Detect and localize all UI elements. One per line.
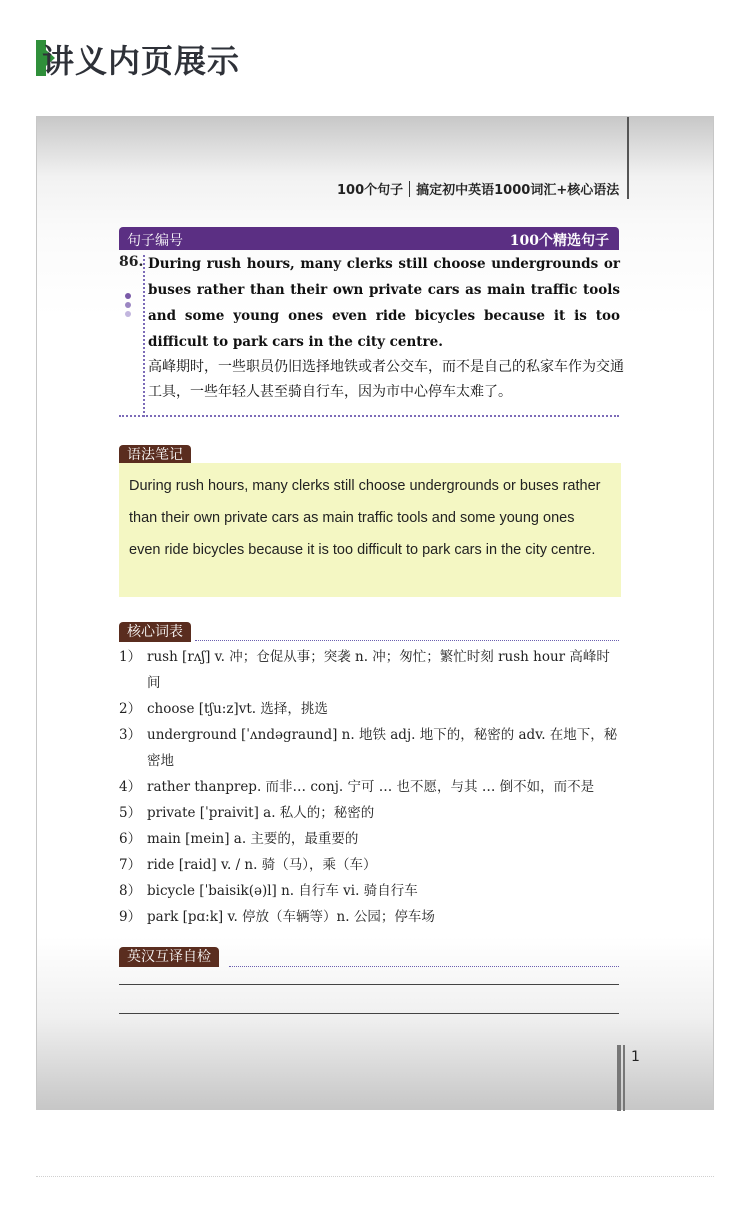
vocab-item xyxy=(119,696,623,722)
vocab-item xyxy=(119,774,623,800)
vocab-number: 5） xyxy=(119,805,142,821)
page-number-bar-thin xyxy=(623,1045,625,1111)
answer-line-1 xyxy=(119,984,619,985)
vocab-number: 2） xyxy=(119,701,142,717)
self-check-tag: 英汉互译自检 xyxy=(119,947,219,967)
grammar-notes-box xyxy=(119,463,621,597)
vocab-text: bicycle [ˈbaisik(ə)l] n. 自行车 vi. 骑自行车 xyxy=(147,883,418,899)
page-number-bar xyxy=(617,1045,621,1111)
bullet-dot-2 xyxy=(125,302,131,308)
sentence-bottom-divider xyxy=(119,415,619,417)
vocab-text: underground [ˈʌndəgraund] n. 地铁 adj. 地下的，秘密的 adv. 在地下，秘密地 xyxy=(147,727,618,769)
vocab-text: rush [rʌʃ] v. 冲；仓促从事；突袭 n. 冲；匆忙；繁忙时刻 rush hour 高峰时间 xyxy=(147,649,610,691)
sentence-bullets xyxy=(125,293,131,320)
vocab-text: rather thanprep. 而非… conj. 宁可 … 也不愿，与其 … 倒不如，而不是 xyxy=(147,779,595,795)
vocab-item xyxy=(119,644,623,696)
vocab-text: main [mein] a. 主要的，最重要的 xyxy=(147,831,359,847)
vocab-item xyxy=(119,904,623,930)
running-head xyxy=(337,179,619,198)
sentence-header-bar xyxy=(119,227,619,250)
sentence-chinese: 高峰期时，一些职员仍旧选择地铁或者公交车，而不是自己的私家车作为交通工具，一些年轻人甚至骑自行车，因为市中心停车太难了。 xyxy=(148,359,624,400)
vocab-number: 6） xyxy=(119,831,142,847)
page-title: 讲义内页展示 xyxy=(42,42,241,80)
book-page xyxy=(36,116,714,1110)
answer-line-2 xyxy=(119,1013,619,1014)
vocab-item xyxy=(119,852,623,878)
vocab-text: private [ˈpraivit] a. 私人的；秘密的 xyxy=(147,805,375,821)
sentence-english: During rush hours, many clerks still choose undergrounds or buses rather than their own private cars as main traffic tools and some young ones even ride bicycles because it is too difficult to park cars in the city centre. xyxy=(148,256,620,350)
sentence-vertical-dots xyxy=(143,255,145,417)
running-head-divider xyxy=(409,181,410,197)
sentence-header-right: 100个精选句子 xyxy=(509,233,609,249)
vocab-number: 4） xyxy=(119,779,142,795)
bullet-dot-3 xyxy=(125,311,131,317)
vocab-item xyxy=(119,800,623,826)
sentence-number: 86. xyxy=(119,254,144,270)
vocab-number: 8） xyxy=(119,883,142,899)
vocab-text: ride [raid] v. / n. 骑（马），乘（车） xyxy=(147,857,377,873)
vocab-number: 3） xyxy=(119,727,142,743)
vocab-number: 9） xyxy=(119,909,142,925)
vocab-item xyxy=(119,878,623,904)
vocab-item xyxy=(119,826,623,852)
vocab-item xyxy=(119,722,623,774)
self-check-divider xyxy=(229,966,619,967)
bottom-divider xyxy=(36,1176,714,1177)
vocab-text: park [pɑ:k] v. 停放（车辆等）n. 公园；停车场 xyxy=(147,909,435,925)
sentence-header-left: 句子编号 xyxy=(127,233,183,249)
vocab-number: 7） xyxy=(119,857,142,873)
page-number: 1 xyxy=(631,1049,640,1065)
vocab-number: 1） xyxy=(119,649,142,665)
vocabulary-list xyxy=(119,644,623,930)
vocabulary-divider xyxy=(195,640,619,641)
bullet-dot-1 xyxy=(125,293,131,299)
vocab-text: choose [tʃu:z]vt. 选择，挑选 xyxy=(147,701,328,717)
grammar-notes-text: During rush hours, many clerks still choose undergrounds or buses rather than their own private cars as main traffic tools and some young ones even ride bicycles because it is too difficult to park cars in the city centre. xyxy=(129,478,601,558)
running-head-left: 100个句子 xyxy=(337,183,404,198)
vocabulary-tag: 核心词表 xyxy=(119,622,191,642)
grammar-notes-tag: 语法笔记 xyxy=(119,445,191,465)
spine-line xyxy=(627,117,629,199)
running-head-right: 搞定初中英语1000词汇+核心语法 xyxy=(416,183,620,198)
